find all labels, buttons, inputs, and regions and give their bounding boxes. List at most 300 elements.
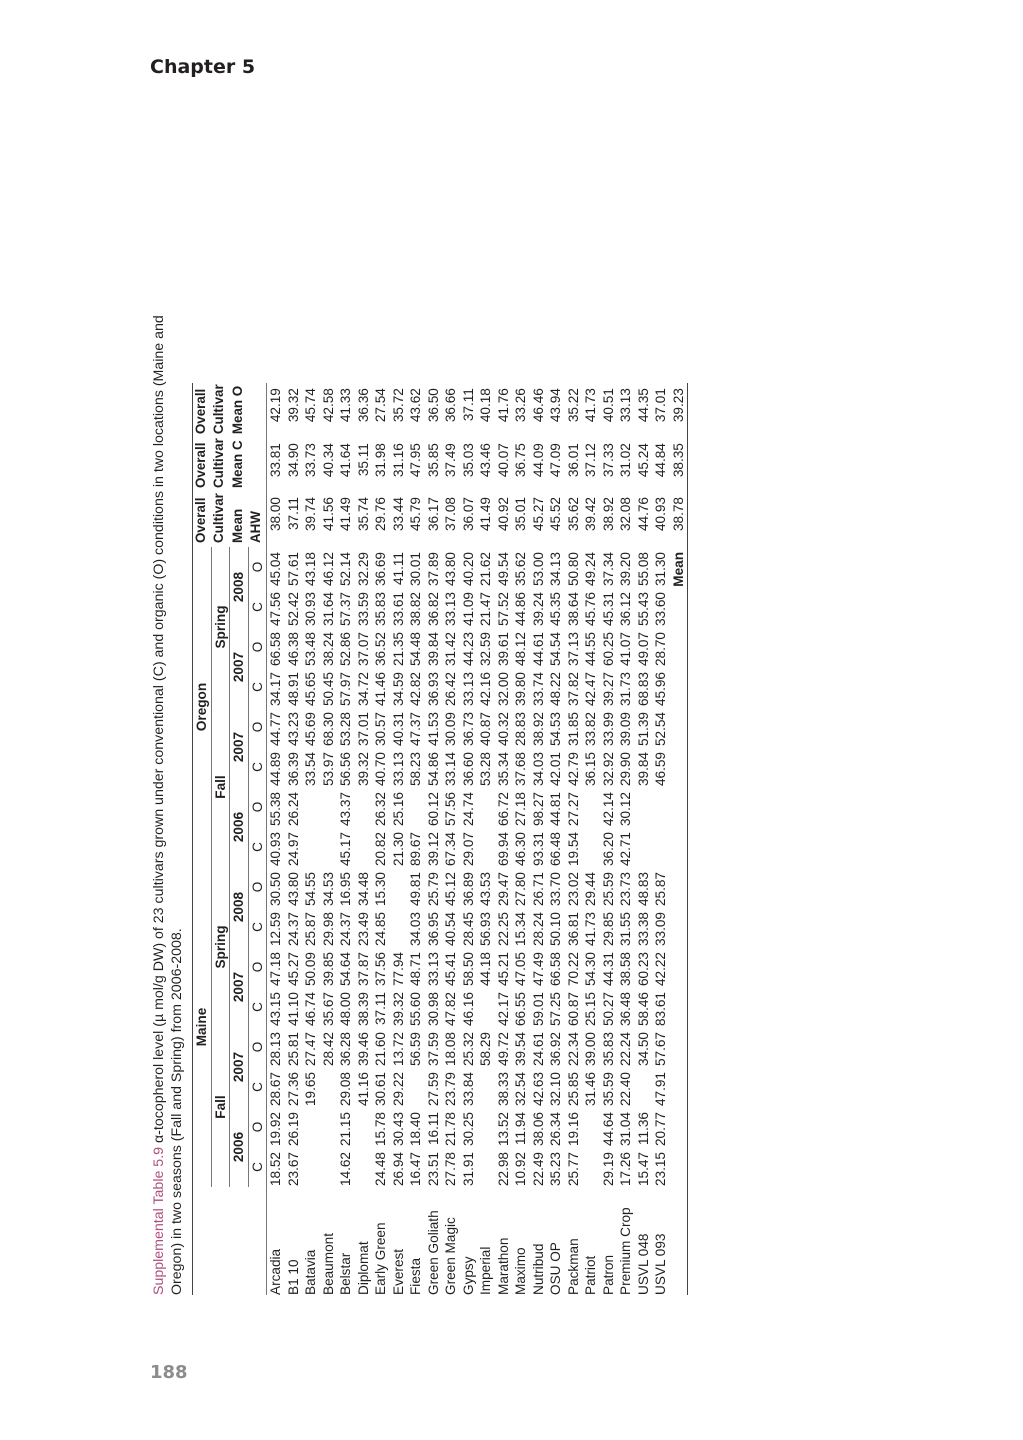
table-cell: 31.02 (618, 443, 633, 478)
table-cell: 50.80 (565, 552, 581, 587)
table-cell (407, 787, 425, 827)
table-cell: 36.89 (460, 872, 476, 907)
table-cell: 35.62 (513, 552, 528, 587)
table-cell: 28.45 (460, 912, 476, 947)
table-cell: 21.30 (390, 832, 406, 867)
table-cell: 44.23 (460, 632, 476, 667)
table-cell (652, 827, 670, 867)
table-cell: 27.54 (373, 388, 388, 423)
table-cell: 30.50 (267, 867, 285, 907)
table-cell: 20.82 (373, 832, 388, 867)
empty-cell (670, 1067, 688, 1107)
header-year: 2007 (230, 1027, 249, 1107)
header-o: O (249, 561, 265, 573)
table-cell: 66.55 (513, 992, 528, 1027)
table-cell: 44.89 (267, 747, 285, 787)
table-cell (635, 827, 653, 867)
table-cell: 39.84 (635, 752, 651, 787)
table-cell: 36.66 (443, 388, 458, 423)
table-cell: 39.80 (513, 672, 528, 707)
table-cell (477, 987, 495, 1027)
table-cell: 36.20 (600, 832, 616, 867)
table-cell: 45.41 (443, 952, 458, 987)
table-cell: 49.72 (495, 1032, 511, 1067)
table-cell: 45.27 (285, 952, 301, 987)
table-cell: 43.62 (408, 388, 423, 423)
table-cell: 38.58 (618, 952, 633, 987)
empty-cell (670, 1187, 688, 1295)
header-overall-ahw-1: Overall (193, 497, 208, 543)
table-cell: 69.94 (495, 832, 511, 867)
table-cell: 58.29 (478, 1032, 493, 1067)
empty-cell (670, 1147, 688, 1187)
table-cell: 54.30 (583, 952, 598, 987)
table-cell: 43.23 (285, 712, 301, 747)
table-cell: 44.81 (548, 792, 563, 827)
table-cell: 27.47 (303, 1032, 318, 1067)
table-cell: 32.54 (513, 1072, 528, 1107)
table-cell: 57.61 (285, 552, 301, 587)
table-cell: 42.14 (600, 792, 616, 827)
table-cell: 32.08 (618, 497, 633, 532)
cultivar-name: Arcadia (267, 1187, 285, 1295)
table-cell: 38.92 (530, 712, 546, 747)
table-cell: 98.27 (530, 792, 546, 827)
table-cell: 41.73 (583, 388, 598, 423)
table-cell: 45.17 (338, 832, 353, 867)
header-year: 2007 (230, 947, 249, 1027)
table-cell (477, 827, 495, 867)
table-cell: 44.18 (478, 952, 493, 987)
table-cell: 28.67 (267, 1067, 285, 1107)
table-cell: 39.32 (390, 992, 406, 1027)
empty-cell (670, 1107, 688, 1147)
table-cell: 36.48 (618, 992, 633, 1027)
table-cell: 40.51 (600, 388, 616, 423)
table-cell: 41.09 (460, 592, 476, 627)
table-row (337, 383, 355, 1295)
table-cell: 37.33 (600, 443, 616, 478)
table-cell: 54.86 (425, 752, 441, 787)
table-cell: 66.48 (548, 832, 563, 867)
table-row (512, 383, 530, 1295)
header-o: O (249, 881, 265, 893)
table-cell: 35.11 (355, 443, 371, 477)
table-cell: 18.52 (267, 1147, 285, 1187)
table-cell: 44.31 (600, 952, 616, 987)
table-cell: 37.34 (600, 552, 616, 587)
table-cell: 23.51 (425, 1152, 441, 1187)
empty-cell (670, 987, 688, 1027)
table-cell: 13.52 (495, 1112, 511, 1147)
table-cell: 42.79 (565, 752, 581, 787)
table-cell: 49.81 (408, 872, 423, 907)
table-row (460, 383, 478, 1295)
table-cell: 46.16 (460, 992, 476, 1027)
table-cell: 40.07 (495, 443, 511, 478)
empty-cell (670, 907, 688, 947)
table-cell: 66.58 (548, 952, 563, 987)
table-cell: 33.60 (653, 592, 668, 627)
cultivar-name: Patron (600, 1254, 616, 1295)
table-cell: 67.34 (443, 832, 458, 867)
table-cell: 35.72 (390, 388, 406, 423)
table-cell: 26.19 (285, 1112, 301, 1147)
table-cell: 16.47 (408, 1152, 423, 1187)
mean-label: Mean (670, 547, 688, 587)
table-cell: 30.61 (373, 1072, 388, 1107)
table-cell: 33.13 (460, 672, 476, 707)
empty-cell (670, 787, 688, 827)
table-cell: 42.19 (267, 383, 285, 438)
table-cell: 35.59 (600, 1072, 616, 1107)
header-o: O (249, 721, 265, 733)
table-cell: 43.53 (478, 872, 493, 907)
table-cell: 50.09 (303, 952, 318, 987)
table-cell: 27.80 (513, 872, 528, 907)
table-cell: 39.00 (583, 1032, 598, 1067)
table-cell: 32.10 (548, 1072, 563, 1107)
table-cell: 59.01 (530, 992, 546, 1027)
table-cell: 35.01 (513, 497, 528, 532)
table-cell: 36.17 (425, 497, 441, 532)
mean-row (670, 383, 688, 1295)
table-cell: 52.86 (338, 632, 353, 667)
cultivar-name: Maximo (513, 1247, 528, 1295)
table-cell: 45.31 (600, 592, 616, 627)
table-cell: 15.34 (513, 912, 528, 947)
table-cell: 57.67 (653, 1032, 668, 1067)
table-cell: 45.69 (303, 712, 318, 747)
table-cell: 46.74 (303, 992, 318, 1027)
table-cell: 38.39 (355, 992, 371, 1027)
table-cell: 26.71 (530, 872, 546, 907)
table-cell: 50.10 (548, 912, 563, 947)
table-cell: 28.83 (513, 712, 528, 747)
caption-text-1: α-tocopherol level (µ mol/g DW) of 23 cultivars grown under conventional (C) and organic (O) conditions in two locations (Maine and (151, 315, 167, 1144)
table-row (565, 383, 583, 1295)
cultivar-name: Nutribud (530, 1243, 546, 1295)
table-cell (477, 1107, 495, 1147)
table-cell: 39.32 (355, 752, 371, 787)
table-cell: 52.54 (653, 712, 668, 747)
table-cell (320, 787, 338, 827)
table-cell: 35.83 (373, 592, 388, 627)
header-c: C (249, 922, 265, 932)
table-cell: 36.93 (425, 672, 441, 707)
table-cell: 19.65 (303, 1072, 318, 1107)
table-cell: 38.24 (320, 632, 336, 667)
header-row-season (211, 383, 230, 1295)
table-cell: 24.48 (373, 1152, 388, 1187)
table-cell: 37.59 (425, 1032, 441, 1067)
table-cell: 31.46 (583, 1072, 598, 1107)
table-cell: 45.27 (530, 497, 546, 532)
table-cell: 33.61 (390, 592, 406, 627)
table-cell: 49.07 (635, 632, 651, 667)
table-cell: 36.92 (548, 1032, 563, 1067)
table-cell: 55.60 (408, 992, 423, 1027)
table-cell: 25.87 (653, 872, 668, 907)
table-cell: 46.38 (285, 632, 301, 667)
table-cell: 31.55 (618, 912, 633, 947)
table-row (530, 383, 548, 1295)
table-cell: 33.73 (303, 443, 318, 478)
table-caption (150, 145, 186, 1295)
table-cell: 58.23 (408, 752, 423, 787)
table-cell: 46.30 (513, 832, 528, 867)
empty-cell (670, 947, 688, 987)
table-cell: 45.65 (303, 672, 318, 707)
table-cell: 37.11 (460, 388, 476, 422)
table-cell: 47.05 (513, 952, 528, 987)
header-oregon-spring: Spring (211, 547, 230, 707)
table-cell: 43.80 (285, 872, 301, 907)
table-cell: 60.25 (600, 632, 616, 667)
table-cell (582, 827, 600, 867)
rotated-table-block (150, 135, 895, 1295)
table-cell: 31.42 (443, 632, 458, 667)
table-cell: 30.09 (443, 712, 458, 747)
table-cell: 54.53 (548, 712, 563, 747)
table-cell: 21.35 (390, 632, 406, 667)
header-row-year (230, 383, 249, 1295)
header-oregon-fall: Fall (211, 707, 230, 867)
table-cell: 34.72 (355, 672, 371, 707)
table-cell: 50.27 (600, 992, 616, 1027)
header-year: 2007 (230, 627, 249, 707)
table-cell (477, 787, 495, 827)
table-cell: 40.18 (478, 388, 493, 423)
table-cell: 33.13 (390, 752, 406, 787)
table-row (320, 383, 338, 1295)
table-cell: 25.87 (303, 912, 318, 947)
table-cell: 30.12 (618, 792, 633, 827)
header-overall-o-1: Overall (193, 388, 208, 435)
table-cell: 25.32 (460, 1032, 476, 1067)
table-row (425, 383, 443, 1295)
table-row (372, 383, 390, 1295)
table-cell (355, 827, 373, 867)
table-row (267, 383, 285, 1295)
table-cell: 37.13 (565, 632, 581, 667)
table-cell: 89.67 (408, 832, 423, 867)
table-cell: 66.72 (495, 792, 511, 827)
table-cell: 42.17 (495, 992, 511, 1027)
table-cell: 27.78 (443, 1152, 458, 1187)
table-cell: 23.79 (443, 1072, 458, 1107)
table-cell (390, 907, 408, 947)
table-cell: 39.74 (303, 497, 318, 532)
table-cell: 15.47 (635, 1152, 651, 1187)
table-cell: 46.12 (320, 552, 336, 587)
table-cell: 36.95 (425, 912, 441, 947)
table-cell (355, 1107, 373, 1147)
table-cell: 24.85 (373, 912, 388, 947)
table-cell: 28.42 (320, 1032, 336, 1067)
table-cell: 25.15 (583, 992, 598, 1027)
table-cell: 43.80 (443, 552, 458, 587)
table-cell: 37.01 (653, 388, 668, 423)
header-c: C (249, 842, 265, 852)
header-oregon: Oregon (193, 547, 212, 867)
table-cell: 93.31 (530, 832, 546, 867)
table-row (495, 383, 513, 1295)
table-cell (302, 787, 320, 827)
table-cell: 42.63 (530, 1072, 546, 1107)
cultivar-name: Green Goliath (425, 1210, 441, 1295)
table-cell: 24.74 (460, 792, 476, 827)
header-row-treatment (248, 383, 267, 1295)
table-cell: 45.35 (548, 592, 563, 627)
header-mean-ahw-3: Mean (229, 508, 245, 543)
header-c: C (249, 682, 265, 692)
table-cell: 34.13 (548, 552, 563, 587)
cultivar-name: USVL 093 (653, 1233, 668, 1295)
page-number: 188 (150, 1362, 188, 1383)
table-cell: 44.64 (600, 1112, 616, 1147)
table-cell: 15.78 (373, 1112, 388, 1147)
empty-cell (670, 747, 688, 787)
table-cell (407, 1067, 425, 1107)
table-cell: 32.29 (355, 552, 371, 587)
table-cell: 23.49 (355, 912, 371, 947)
table-row (285, 383, 303, 1295)
table-row (652, 383, 670, 1295)
table-cell: 37.11 (373, 992, 388, 1026)
table-cell: 21.47 (478, 592, 493, 627)
header-row-location (193, 383, 212, 1295)
header-c: C (249, 1162, 265, 1172)
table-cell: 38.92 (600, 497, 616, 532)
table-cell: 57.97 (338, 672, 353, 707)
table-row (547, 383, 565, 1295)
header-maine-spring: Spring (211, 867, 230, 1027)
table-cell: 36.01 (565, 443, 581, 478)
cultivar-name: B1 10 (285, 1259, 301, 1295)
table-cell: 55.38 (267, 787, 285, 827)
header-o: O (249, 961, 265, 973)
table-cell: 51.39 (635, 712, 651, 747)
table-cell: 45.74 (303, 388, 318, 423)
table-cell: 57.25 (548, 992, 563, 1027)
table-cell: 35.67 (320, 992, 336, 1027)
header-mean-ahw-4: AHW (248, 511, 263, 543)
table-cell: 36.28 (338, 1032, 353, 1067)
table-cell: 35.74 (355, 497, 371, 532)
table-cell: 34.03 (530, 752, 546, 787)
table-cell: 35.23 (548, 1152, 563, 1187)
table-cell: 29.08 (338, 1072, 353, 1107)
table-cell: 44.76 (635, 497, 651, 532)
table-cell: 39.24 (530, 592, 546, 627)
table-cell: 35.22 (565, 388, 581, 423)
table-cell: 39.20 (618, 552, 633, 587)
table-cell (320, 827, 338, 867)
table-cell: 39.85 (320, 952, 336, 987)
table-cell: 41.49 (478, 497, 493, 532)
empty-cell (670, 827, 688, 867)
table-cell: 39.09 (618, 712, 633, 747)
table-cell: 33.54 (303, 752, 318, 787)
table-cell: 30.57 (373, 712, 388, 747)
table-row (582, 383, 600, 1295)
cultivar-name: Premium Crop (618, 1207, 633, 1295)
table-cell: 40.34 (320, 443, 336, 478)
caption-text-2: Oregon) in two seasons (Fall and Spring) from 2006-2008. (169, 928, 185, 1295)
table-cell (635, 1067, 653, 1107)
header-year: 2008 (230, 547, 249, 627)
table-cell: 17.26 (618, 1152, 633, 1187)
table-cell: 21.62 (478, 552, 493, 587)
table-cell: 28.70 (653, 632, 668, 667)
table-row (390, 383, 408, 1295)
table-cell: 27.18 (513, 792, 528, 827)
table-cell: 46.46 (530, 388, 546, 423)
table-cell: 32.92 (600, 752, 616, 787)
table-cell: 43.15 (267, 987, 285, 1027)
table-cell: 45.52 (548, 497, 563, 532)
table-cell: 54.54 (548, 632, 563, 667)
table-cell: 33.14 (443, 752, 458, 787)
header-overall-c-2: Cultivar (211, 438, 226, 488)
table-cell: 31.30 (653, 552, 668, 587)
header-year: 2006 (230, 1107, 249, 1187)
table-cell: 40.54 (443, 912, 458, 947)
table-cell: 54.64 (338, 952, 353, 987)
table-cell: 43.94 (548, 388, 563, 423)
table-cell: 36.75 (513, 443, 528, 478)
table-cell: 47.91 (653, 1072, 668, 1107)
table-cell: 44.86 (513, 592, 528, 627)
table-cell: 44.35 (635, 388, 651, 423)
cultivar-name: Imperial (478, 1246, 493, 1295)
table-cell: 33.59 (355, 592, 371, 627)
table-cell: 10.92 (513, 1152, 528, 1187)
table-cell: 33.70 (548, 872, 563, 907)
table-cell: 28.24 (530, 912, 546, 947)
table-cell: 36.07 (460, 497, 476, 532)
table-cell: 22.40 (618, 1072, 633, 1107)
table-cell (582, 1147, 600, 1187)
mean-cell: 38.35 (670, 438, 688, 492)
table-row (442, 383, 460, 1295)
table-cell: 33.81 (267, 438, 285, 492)
table-cell (390, 867, 408, 907)
table-cell: 37.08 (443, 497, 458, 532)
table-cell: 32.00 (495, 672, 511, 707)
table-cell: 26.94 (390, 1152, 406, 1187)
table-cell: 33.13 (443, 592, 458, 627)
header-c: C (249, 762, 265, 772)
table-cell: 35.03 (460, 443, 476, 478)
table-cell: 46.59 (653, 752, 668, 787)
table-cell: 24.97 (285, 832, 301, 867)
header-o: O (249, 1041, 265, 1053)
table-cell (582, 787, 600, 827)
table-cell: 36.82 (425, 592, 441, 627)
empty-cell (670, 667, 688, 707)
table-row (302, 383, 320, 1295)
header-mean-o: Mean O (229, 385, 245, 435)
header-mean-c: Mean C (229, 440, 245, 488)
table-cell: 68.83 (635, 672, 651, 707)
caption-label: Supplemental Table 5.9 (151, 1146, 167, 1295)
table-cell: 33.09 (653, 912, 668, 947)
table-row (617, 383, 635, 1295)
table-cell: 38.82 (408, 592, 423, 627)
table-cell: 40.32 (495, 712, 511, 747)
